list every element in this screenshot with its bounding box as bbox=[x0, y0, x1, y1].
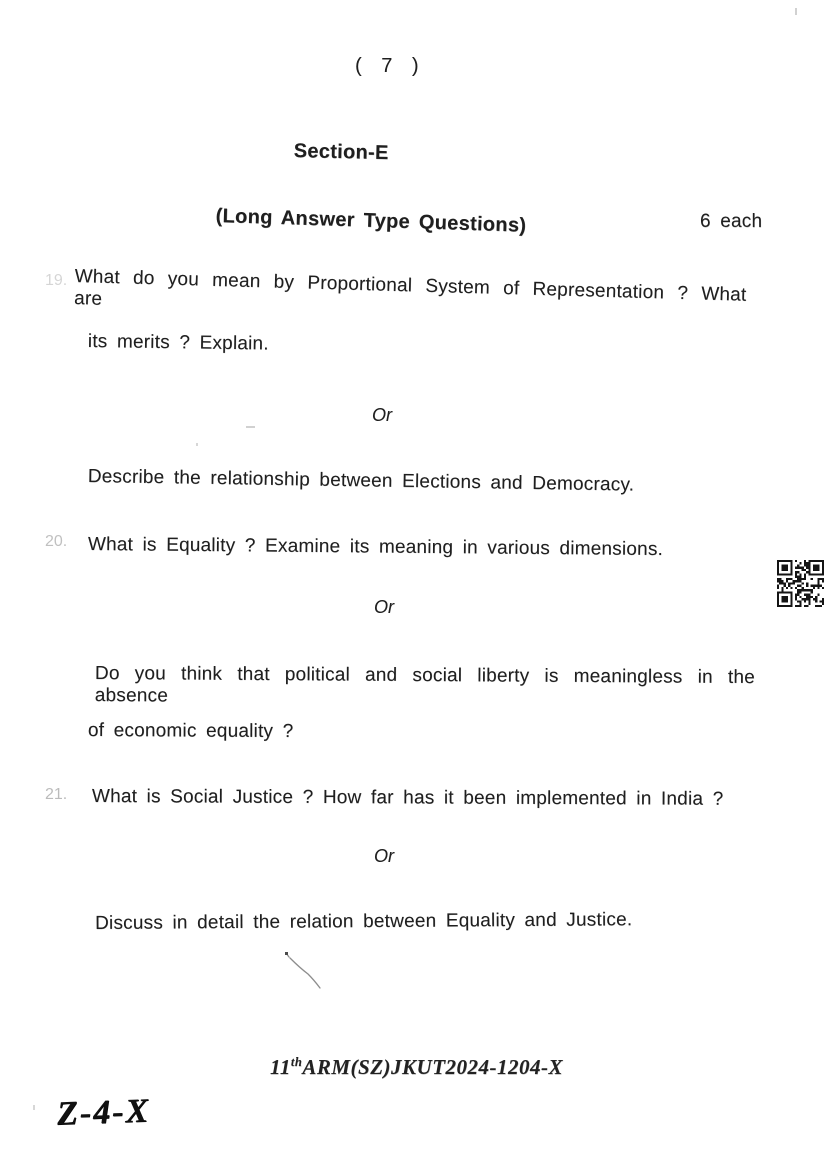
question-21-alt-line-1: Discuss in detail the relation between Equality and Justice. bbox=[95, 909, 633, 934]
or-separator-1: Or bbox=[372, 405, 392, 425]
scan-speck bbox=[33, 1105, 35, 1110]
section-subtitle: (Long Answer Type Questions) bbox=[215, 205, 527, 237]
question-21-number: 21. bbox=[45, 786, 68, 803]
paper-code bbox=[270, 1055, 563, 1080]
page-number: ( 7 ) bbox=[355, 55, 420, 77]
question-20-number: 20. bbox=[45, 533, 68, 550]
scan-speck bbox=[246, 426, 255, 428]
corner-code: Z-4-X bbox=[56, 1092, 151, 1133]
paper-code-rest: ARM(SZ)JKUT2024-1204-X bbox=[302, 1055, 564, 1079]
pen-mark bbox=[282, 950, 328, 1001]
or-separator-3: Or bbox=[374, 846, 394, 866]
question-20-line-1: What is Equality ? Examine its meaning in various dimensions. bbox=[87, 534, 664, 561]
scan-speck bbox=[795, 8, 797, 15]
question-19-line-2: its merits ? Explain. bbox=[87, 331, 269, 355]
question-19-line-1: What do you mean by Proportional System of Representation ? What are bbox=[73, 266, 747, 310]
question-19-alt-line-1: Describe the relationship between Elections and Democracy. bbox=[87, 466, 635, 496]
question-21-line-1: What is Social Justice ? How far has it been implemented in India ? bbox=[91, 786, 724, 810]
qr-code bbox=[777, 560, 824, 607]
scan-speck bbox=[196, 443, 198, 446]
question-20-alt-line-2: of economic equality ? bbox=[87, 720, 294, 743]
paper-code-superscript: th bbox=[290, 1055, 303, 1069]
question-20-alt-line-1: Do you think that political and social liberty is meaningless in the absence bbox=[94, 663, 755, 707]
section-title: Section-E bbox=[293, 140, 389, 165]
marks-note: 6 each bbox=[700, 211, 763, 232]
question-19-number: 19. bbox=[45, 272, 68, 289]
paper-code-prefix: 11 bbox=[270, 1055, 291, 1079]
or-separator-2: Or bbox=[374, 597, 394, 617]
